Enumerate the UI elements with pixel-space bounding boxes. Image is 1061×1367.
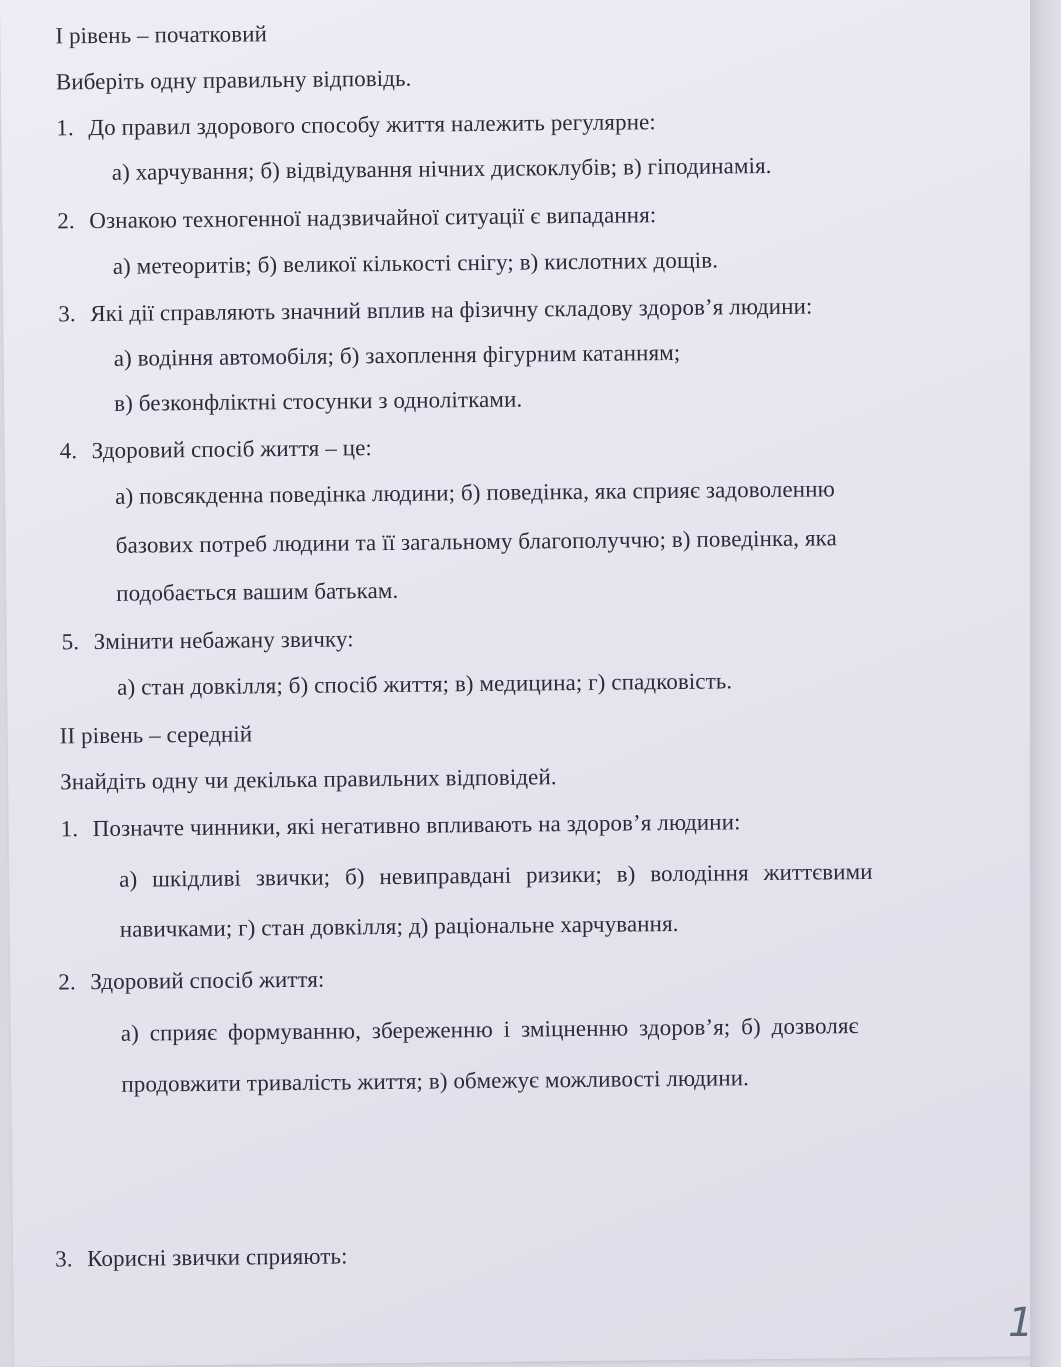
question-2-2: [58, 965, 325, 998]
question-1-2: [57, 200, 656, 236]
question-2-1: [61, 807, 741, 844]
question-text: Здоровий спосіб життя – це:: [91, 435, 373, 464]
question-text: Позначте чинники, які негативно впливають на здоров’я людини:: [92, 809, 741, 842]
question-1-1: [56, 107, 656, 143]
level1-heading: І рівень – початковий: [55, 21, 268, 49]
question-2-3: [55, 1241, 348, 1274]
question-number: 1.: [60, 816, 79, 842]
question-text: Корисні звички сприяють:: [87, 1243, 348, 1272]
question-number: 3.: [58, 301, 76, 327]
question-text: Здоровий спосіб життя:: [90, 966, 325, 995]
question-number: 4.: [59, 438, 78, 464]
question-1-4-options-line3: подобається вашим батькам.: [116, 577, 399, 606]
question-number: 1.: [56, 115, 74, 141]
question-1-1-options: а) харчування; б) відвідування нічних дискоклубів; в) гіподинамія.: [111, 152, 772, 185]
question-1-4-options-line2: базових потреб людини та її загальному благополуччю; в) поведінка, яка: [115, 525, 837, 558]
question-text: До правил здорового способу життя належить регулярне:: [88, 109, 656, 141]
question-2-2-options-line2: продовжити тривалість життя; в) обмежує можливості людини.: [121, 1065, 750, 1097]
question-text: Ознакою техногенної надзвичайної ситуації є випадання:: [89, 202, 657, 234]
question-2-2-options-line1: а) сприяє формуванню, збереженню і зміцненню здоров’я; б) дозволяє: [120, 1013, 859, 1046]
question-1-2-options: а) метеоритів; б) великої кількості снігу; в) кислотних дощів.: [112, 247, 719, 279]
question-2-1-options-line2: навичками; г) стан довкілля; д) раціональне харчування.: [119, 910, 679, 942]
handwritten-page-number: 1: [1008, 1300, 1034, 1346]
question-1-3-options-line2: в) безконфліктні стосунки з однолітками.: [114, 386, 523, 416]
question-1-5: [62, 624, 354, 657]
question-1-4-options-line1: а) повсякденна поведінка людини; б) поведінка, яка сприяє задоволенню: [115, 476, 835, 509]
question-number: 3.: [55, 1246, 73, 1272]
question-1-4: [60, 433, 373, 466]
question-text: Змінити небажану звичку:: [93, 626, 354, 655]
question-number: 2.: [58, 969, 76, 995]
question-1-3-options-line1: а) водіння автомобіля; б) захоплення фігурним катанням;: [113, 339, 681, 371]
question-2-1-options-line1: а) шкідливі звички; б) невиправдані ризики; в) володіння життєвими: [119, 858, 873, 892]
question-text: Які дії справляють значний вплив на фізичну складову здоров’я людини:: [90, 293, 813, 327]
level1-instruction: Виберіть одну правильну відповідь.: [55, 65, 412, 95]
question-number: 5.: [61, 629, 80, 655]
level2-heading: ІІ рівень – середній: [59, 721, 253, 749]
level2-instruction: Знайдіть одну чи декілька правильних відповідей.: [60, 764, 557, 795]
question-1-3: [58, 292, 812, 330]
question-number: 2.: [57, 208, 75, 234]
page-edge: [1030, 0, 1061, 1367]
question-1-5-options: а) стан довкілля; б) спосіб життя; в) медицина; г) спадковість.: [117, 668, 733, 700]
